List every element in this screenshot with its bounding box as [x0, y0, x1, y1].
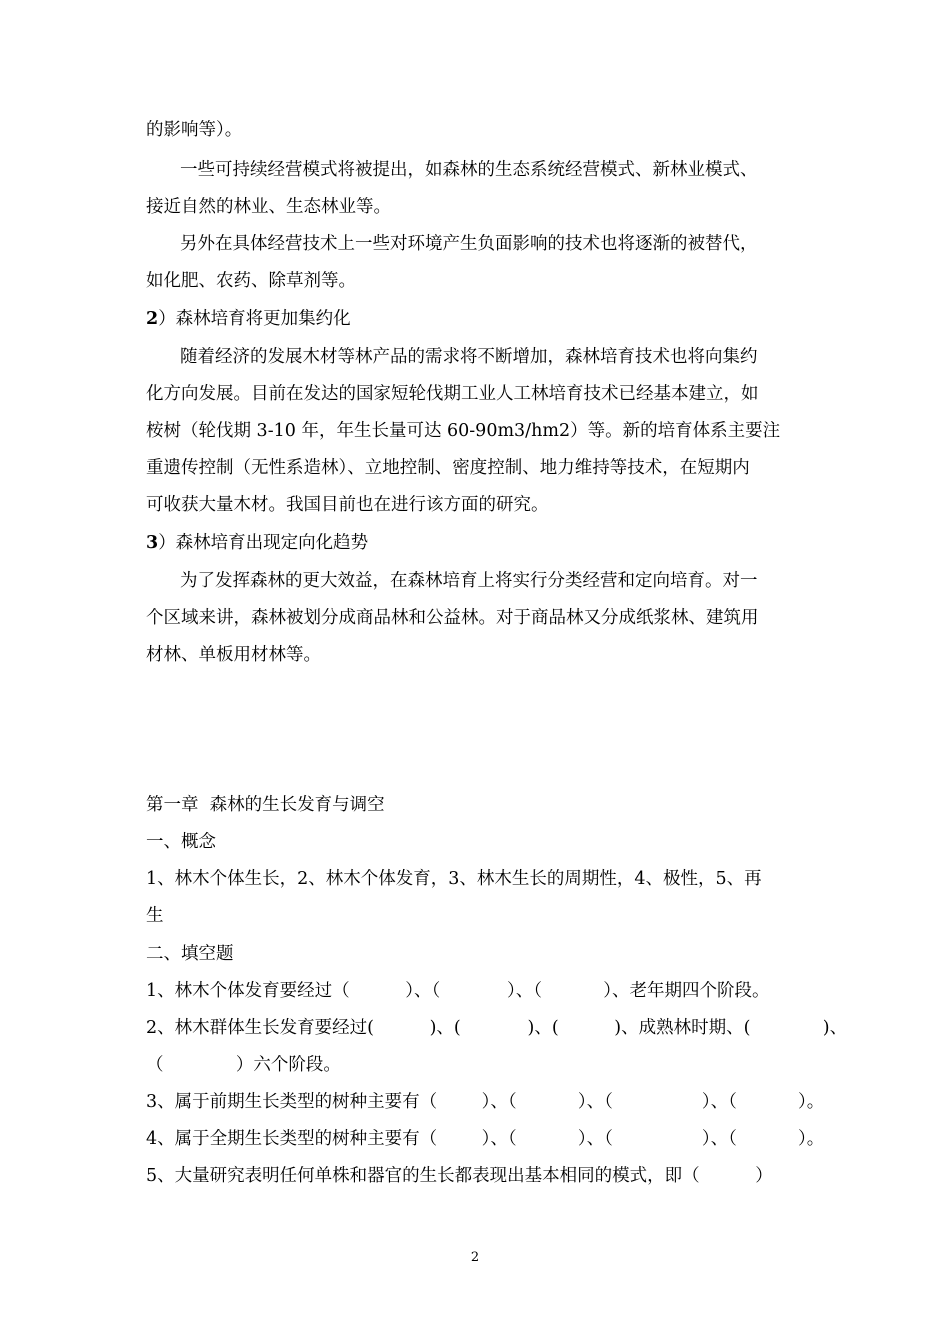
section-heading: [146, 309, 351, 329]
text-line: 接近自然的林业、生态林业等。: [146, 197, 391, 217]
text-line: 一些可持续经营模式将被提出，如森林的生态系统经营模式、新林业模式、: [180, 160, 758, 180]
text-line: 桉树（轮伐期 3-10 年，年生长量可达 60-90m3/hm2）等。新的培育体系主要注: [146, 421, 781, 441]
question-line: 2、林木群体生长发育要经过( )、( )、( )、成熟林时期、( )、: [146, 1018, 848, 1038]
part-title: 一、概念: [146, 832, 216, 852]
text-line: 重遗传控制（无性系造林）、立地控制、密度控制、地力维持等技术，在短期内: [146, 458, 750, 478]
text-line: 生: [146, 906, 164, 926]
question-line: 5、大量研究表明任何单株和器官的生长都表现出基本相同的模式，即（ ）: [146, 1166, 773, 1186]
section-number: 3: [146, 533, 159, 553]
text-line: 可收获大量木材。我国目前也在进行该方面的研究。: [146, 495, 549, 515]
question-line: 3、属于前期生长类型的树种主要有（ ）、（ ）、（ ）、（ ）。: [146, 1092, 825, 1112]
question-line: 1、林木个体发育要经过（ ）、（ ）、（ ）、老年期四个阶段。: [146, 981, 770, 1001]
section-number: 2: [146, 309, 159, 329]
chapter-title: 第一章 森林的生长发育与调空: [146, 795, 385, 815]
text-line: 化方向发展。目前在发达的国家短轮伐期工业人工林培育技术已经基本建立，如: [146, 384, 759, 404]
question-line: （ ）六个阶段。: [146, 1055, 341, 1075]
text-line: 随着经济的发展木材等林产品的需求将不断增加，森林培育技术也将向集约: [180, 347, 758, 367]
text-line: 个区域来讲，森林被划分成商品林和公益林。对于商品林又分成纸浆林、建筑用: [146, 608, 759, 628]
section-heading-text: ）森林培育将更加集约化: [158, 309, 351, 329]
section-heading-text: ）森林培育出现定向化趋势: [158, 533, 369, 553]
text-line: 材林、单板用材林等。: [146, 645, 321, 665]
section-heading: [146, 533, 368, 553]
page-number: 2: [470, 1250, 480, 1265]
text-line: 另外在具体经营技术上一些对环境产生负面影响的技术也将逐渐的被替代，: [180, 234, 758, 254]
text-line: 为了发挥森林的更大效益，在森林培育上将实行分类经营和定向培育。对一: [180, 571, 758, 591]
text-line: 1、林木个体生长，2、林木个体发育，3、林木生长的周期性，4、极性，5、再: [146, 869, 762, 889]
text-line: 的影响等）。: [146, 120, 243, 140]
part-title: 二、填空题: [146, 944, 234, 964]
text-line: 如化肥、农药、除草剂等。: [146, 271, 356, 291]
question-line: 4、属于全期生长类型的树种主要有（ ）、（ ）、（ ）、（ ）。: [146, 1129, 825, 1149]
